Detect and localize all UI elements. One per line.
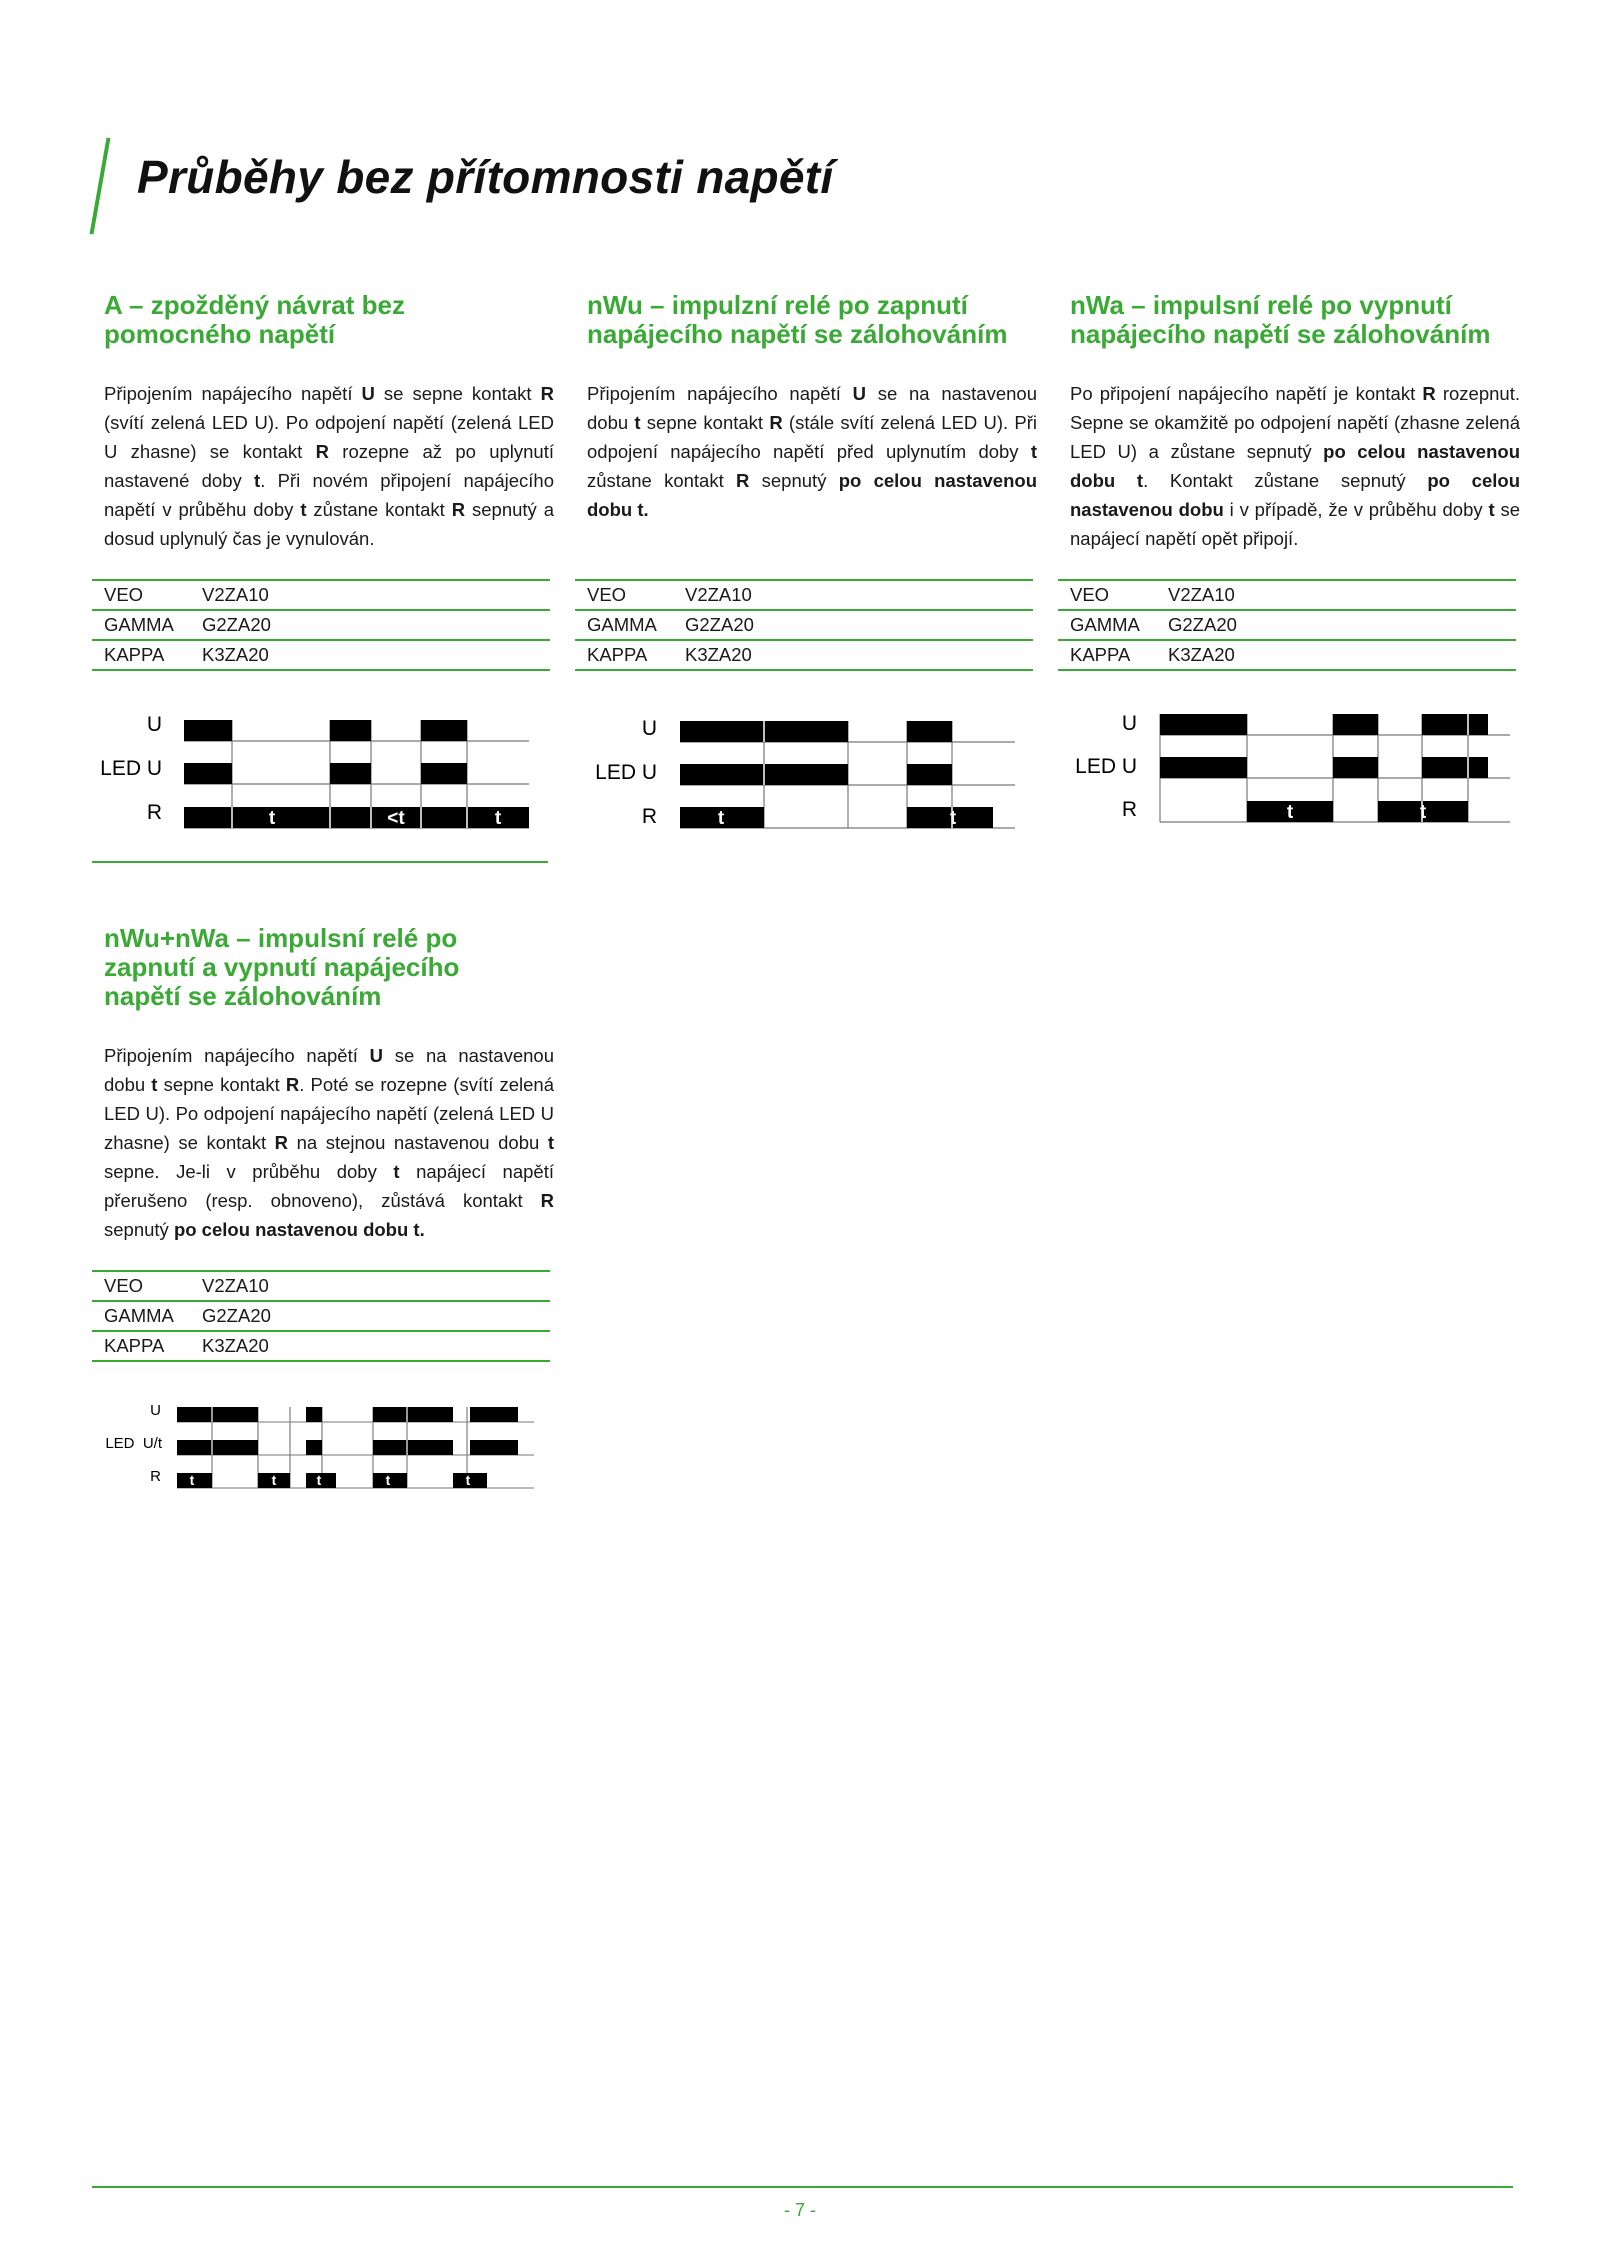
section-description	[104, 379, 554, 553]
led-pulse	[1333, 757, 1378, 778]
heading-line: nWu+nWa – impulsní relé po	[104, 923, 458, 953]
emphasis-text: R	[1422, 383, 1436, 404]
emphasis-text: R	[315, 441, 329, 462]
title-accent-bar	[90, 138, 111, 234]
t-label: t	[189, 1472, 195, 1488]
timing-diagram-nwu	[580, 705, 1030, 835]
emphasis-text: po celou nastavenou dobu t.	[173, 1219, 425, 1240]
body-text: sepnutý	[104, 1219, 174, 1240]
model-table	[92, 1270, 550, 1362]
timing-diagram-nwu-nwa	[92, 1395, 542, 1495]
row-label-r: R	[641, 805, 657, 828]
section-separator	[92, 861, 548, 863]
u-pulse	[1160, 714, 1247, 735]
row-label-u: U	[641, 717, 657, 740]
row-label-led: LED U	[595, 761, 657, 784]
led-pulse	[421, 763, 467, 784]
body-text: . Při novém připojení napájecího napětí v průběhu doby	[104, 470, 554, 520]
emphasis-text: U	[361, 383, 375, 404]
body-text: . Kontakt zůstane sepnutý	[1143, 470, 1428, 491]
heading-line: pomocného napětí	[104, 319, 336, 349]
body-text: sepne kontakt	[157, 1074, 286, 1095]
u-pulse	[306, 1407, 322, 1422]
t-label: t	[465, 1472, 471, 1488]
emphasis-text: R	[540, 383, 554, 404]
body-text: zůstane kontakt	[306, 499, 452, 520]
emphasis-text: t	[634, 412, 641, 433]
body-text: na stejnou nastavenou dobu	[288, 1132, 548, 1153]
emphasis-text: t	[393, 1161, 400, 1182]
body-text: . Poté se rozepne (svítí zelená LED U). Po odpojení napájecího napětí (zelená LED U zhasne) se kontakt	[104, 1074, 554, 1153]
u-pulse	[330, 720, 371, 741]
body-text: sepnutý	[749, 470, 839, 491]
row-label-r: R	[1121, 798, 1137, 821]
emphasis-text: R	[274, 1132, 289, 1153]
emphasis-text: R	[769, 412, 783, 433]
led-pulse	[907, 764, 952, 785]
table-row	[92, 1271, 550, 1301]
body-text: sepne. Je-li v průběhu doby	[104, 1161, 394, 1182]
model-code: K3ZA20	[1156, 640, 1516, 670]
u-pulse	[1422, 714, 1488, 735]
u-pulse	[907, 721, 952, 742]
emphasis-text: U	[369, 1045, 383, 1066]
page-title: Průběhy bez přítomnosti napětí	[137, 151, 834, 203]
section-heading	[587, 291, 1037, 379]
emphasis-text: t	[254, 470, 261, 491]
body-text: sepne kontakt	[640, 412, 770, 433]
section-heading	[1070, 291, 1520, 379]
row-label-led: LED U/t	[105, 1435, 162, 1452]
body-text: i v případě, že v průběhu doby	[1223, 499, 1489, 520]
model-code: V2ZA10	[190, 1271, 550, 1301]
led-pulse	[330, 763, 371, 784]
model-series: GAMMA	[575, 610, 673, 640]
led-pulse	[1160, 757, 1247, 778]
t-label: t	[717, 808, 725, 829]
table-row	[575, 640, 1033, 670]
model-series: KAPPA	[92, 1331, 190, 1361]
t-label: t	[268, 808, 276, 829]
section-a	[104, 290, 554, 665]
t-label: t	[1419, 802, 1427, 823]
model-code: G2ZA20	[190, 610, 550, 640]
page-number: - 7 -	[783, 2200, 816, 2220]
heading-line: napájecího napětí se zálohováním	[587, 319, 1008, 349]
section-description	[1070, 379, 1520, 553]
u-pulse	[470, 1407, 518, 1422]
model-code: K3ZA20	[190, 640, 550, 670]
model-series: GAMMA	[92, 1301, 190, 1331]
model-code: G2ZA20	[190, 1301, 550, 1331]
table-row	[1058, 580, 1516, 610]
emphasis-text: po celou nastavenou dobu t.	[587, 470, 1037, 520]
section-nwu	[587, 290, 1037, 665]
timing-diagram-nwa	[1060, 705, 1520, 835]
t-label: <t	[387, 808, 405, 829]
heading-line: napájecího napětí se zálohováním	[1070, 319, 1491, 349]
emphasis-text: t	[1488, 499, 1495, 520]
model-table	[1058, 579, 1516, 671]
emphasis-text: R	[451, 499, 466, 520]
body-text: zůstane kontakt	[587, 470, 736, 491]
body-text: se na nastavenou dobu	[587, 383, 1037, 433]
body-text: (stále svítí zelená LED U). Při odpojení napájecího napětí před uplynutím doby	[587, 412, 1037, 462]
u-pulse	[1333, 714, 1378, 735]
u-pulse	[177, 1407, 258, 1422]
emphasis-text: t	[151, 1074, 158, 1095]
body-text: Připojením napájecího napětí	[587, 383, 853, 404]
emphasis-text: R	[285, 1074, 300, 1095]
model-series: GAMMA	[1058, 610, 1156, 640]
section-heading	[104, 291, 554, 379]
t-label: t	[1286, 802, 1294, 823]
led-pulse	[373, 1440, 453, 1455]
row-label-led: LED U	[1075, 755, 1137, 778]
row-label-u: U	[150, 1402, 161, 1419]
model-series: KAPPA	[92, 640, 190, 670]
body-text: se na nastavenou dobu	[104, 1045, 554, 1095]
t-label: t	[949, 808, 957, 829]
table-row	[1058, 610, 1516, 640]
table-row	[575, 610, 1033, 640]
row-label-u: U	[146, 713, 162, 736]
section-description	[587, 379, 1037, 524]
led-pulse	[184, 763, 232, 784]
model-series: GAMMA	[92, 610, 190, 640]
heading-line: nWu – impulzní relé po zapnutí	[587, 290, 968, 320]
timing-diagram-a	[92, 705, 542, 835]
body-text: sepnutý a dosud uplynulý čas je vynulován.	[104, 499, 554, 549]
led-pulse	[177, 1440, 258, 1455]
row-label-led: LED U	[100, 757, 162, 780]
led-pulse	[1422, 757, 1488, 778]
row-label-r: R	[146, 801, 162, 824]
emphasis-text: R	[736, 470, 750, 491]
model-code: K3ZA20	[673, 640, 1033, 670]
emphasis-text: po celou nastavenou dobu t	[1070, 441, 1520, 491]
section-description	[104, 1041, 554, 1244]
model-series: KAPPA	[575, 640, 673, 670]
model-table	[575, 579, 1033, 671]
model-code: G2ZA20	[673, 610, 1033, 640]
body-text: Připojením napájecího napětí	[104, 383, 362, 404]
heading-line: nWa – impulsní relé po vypnutí	[1070, 290, 1452, 320]
model-code: V2ZA10	[190, 580, 550, 610]
body-text: rozepne až po uplynutí nastavené doby	[104, 441, 554, 491]
model-series: KAPPA	[1058, 640, 1156, 670]
r-closed	[177, 1473, 212, 1488]
body-text: Připojením napájecího napětí	[104, 1045, 370, 1066]
table-row	[575, 580, 1033, 610]
t-label: t	[316, 1472, 322, 1488]
model-code: G2ZA20	[1156, 610, 1516, 640]
table-row	[92, 640, 550, 670]
body-text: rozepnut. Sepne se okamžitě po odpojení napětí (zhasne zelená LED U) a zůstane sepnutý	[1070, 383, 1520, 462]
heading-line: napětí se zálohováním	[104, 981, 382, 1011]
u-pulse	[373, 1407, 453, 1422]
footer-rule	[92, 2186, 1513, 2188]
emphasis-text: R	[540, 1190, 554, 1211]
table-row	[92, 580, 550, 610]
emphasis-text: t	[547, 1132, 555, 1153]
model-code: V2ZA10	[1156, 580, 1516, 610]
led-pulse	[470, 1440, 518, 1455]
section-nwu-nwa	[104, 923, 555, 1356]
table-row	[92, 1301, 550, 1331]
body-text: (svítí zelená LED U). Po odpojení napětí (zelená LED U zhasne) se kontakt	[104, 412, 554, 462]
row-label-r: R	[150, 1468, 161, 1485]
model-code: K3ZA20	[190, 1331, 550, 1361]
body-text: se napájecí napětí opět připojí.	[1070, 499, 1521, 549]
r-closed	[184, 807, 529, 828]
t-label: t	[271, 1472, 277, 1488]
emphasis-text: t	[300, 499, 307, 520]
table-row	[92, 610, 550, 640]
emphasis-text: po celou nastavenou dobu	[1070, 470, 1520, 520]
section-nwa	[1070, 290, 1521, 665]
u-pulse	[421, 720, 467, 741]
heading-line: zapnutí a vypnutí napájecího	[104, 952, 460, 982]
model-series: VEO	[92, 1271, 190, 1301]
model-series: VEO	[1058, 580, 1156, 610]
row-label-u: U	[1121, 712, 1137, 735]
body-text: Po připojení napájecího napětí je kontakt	[1070, 383, 1423, 404]
emphasis-text: t	[1030, 441, 1037, 462]
table-row	[92, 1331, 550, 1361]
section-heading	[104, 924, 554, 1041]
heading-line: A – zpožděný návrat bez	[104, 290, 405, 320]
body-text: napájecí napětí přerušeno (resp. obnoveno), zůstává kontakt	[104, 1161, 554, 1211]
model-series: VEO	[92, 580, 190, 610]
u-pulse	[184, 720, 232, 741]
model-code: V2ZA10	[673, 580, 1033, 610]
led-pulse	[306, 1440, 322, 1455]
emphasis-text: U	[852, 383, 866, 404]
t-label: t	[494, 808, 502, 829]
t-label: t	[385, 1472, 391, 1488]
table-row	[1058, 640, 1516, 670]
model-series: VEO	[575, 580, 673, 610]
model-table	[92, 579, 550, 671]
body-text: se sepne kontakt	[374, 383, 541, 404]
